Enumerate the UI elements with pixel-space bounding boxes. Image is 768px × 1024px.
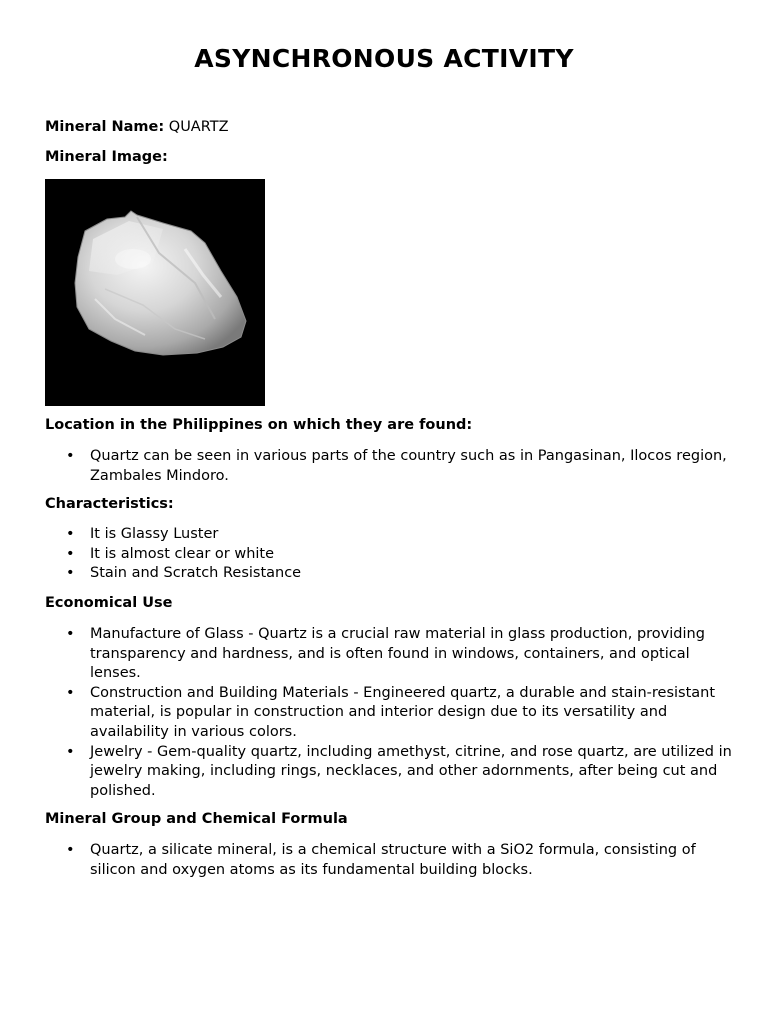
list-item: [0, 564, 740, 584]
economical-use-list: [0, 625, 740, 801]
list-item-text: Construction and Building Materials - Engineered quartz, a durable and stain-resistant material, is popular in construction and interior design due to its versatility and availability in various colors.: [90, 684, 716, 740]
list-item: [0, 447, 740, 486]
characteristics-list: [0, 525, 740, 584]
list-item-text: Quartz can be seen in various parts of the country such as in Pangasinan, Ilocos region, Zambales Mindoro.: [90, 448, 727, 484]
group-formula-heading: Mineral Group and Chemical Formula: [45, 811, 348, 827]
bullet-icon: •: [66, 545, 75, 562]
quartz-crystal-illustration: [45, 179, 265, 406]
document-title: ASYNCHRONOUS ACTIVITY: [194, 44, 574, 73]
bullet-icon: •: [66, 842, 75, 858]
mineral-name-field: [45, 119, 229, 135]
mineral-name-label: Mineral Name:: [45, 119, 165, 135]
bullet-icon: •: [66, 526, 75, 542]
quartz-photo: [45, 179, 265, 406]
characteristics-heading: Characteristics:: [45, 496, 174, 512]
economical-use-heading: Economical Use: [45, 595, 173, 611]
list-item-text: Quartz, a silicate mineral, is a chemical structure with a SiO2 formula, consisting of silicon and oxygen atoms as its fundamental building blocks.: [90, 842, 696, 878]
list-item: [0, 625, 740, 684]
list-item: [0, 545, 740, 565]
mineral-name-value: QUARTZ: [168, 119, 229, 135]
list-item: [0, 743, 740, 802]
location-list: [0, 447, 740, 486]
list-item: [0, 525, 740, 545]
bullet-icon: •: [66, 565, 75, 582]
list-item-text: Jewelry - Gem-quality quartz, including amethyst, citrine, and rose quartz, are utilized in jewelry making, including rings, necklaces, and other adornments, after being cut and polished.: [90, 743, 732, 799]
list-item-text: Stain and Scratch Resistance: [90, 565, 302, 582]
list-item-text: It is almost clear or white: [90, 545, 275, 562]
bullet-icon: •: [66, 448, 75, 464]
list-item: [0, 684, 740, 743]
list-item-text: Manufacture of Glass - Quartz is a crucial raw material in glass production, providing transparency and hardness, and is often found in windows, containers, and optical lenses.: [90, 626, 705, 682]
list-item: [0, 841, 740, 880]
bullet-icon: •: [66, 626, 75, 642]
group-formula-list: [0, 841, 740, 880]
location-heading: Location in the Philippines on which they are found:: [45, 417, 473, 433]
list-item-text: It is Glassy Luster: [90, 526, 219, 542]
mineral-image-label: Mineral Image:: [45, 149, 168, 165]
bullet-icon: •: [66, 743, 75, 760]
bullet-icon: •: [66, 684, 75, 701]
